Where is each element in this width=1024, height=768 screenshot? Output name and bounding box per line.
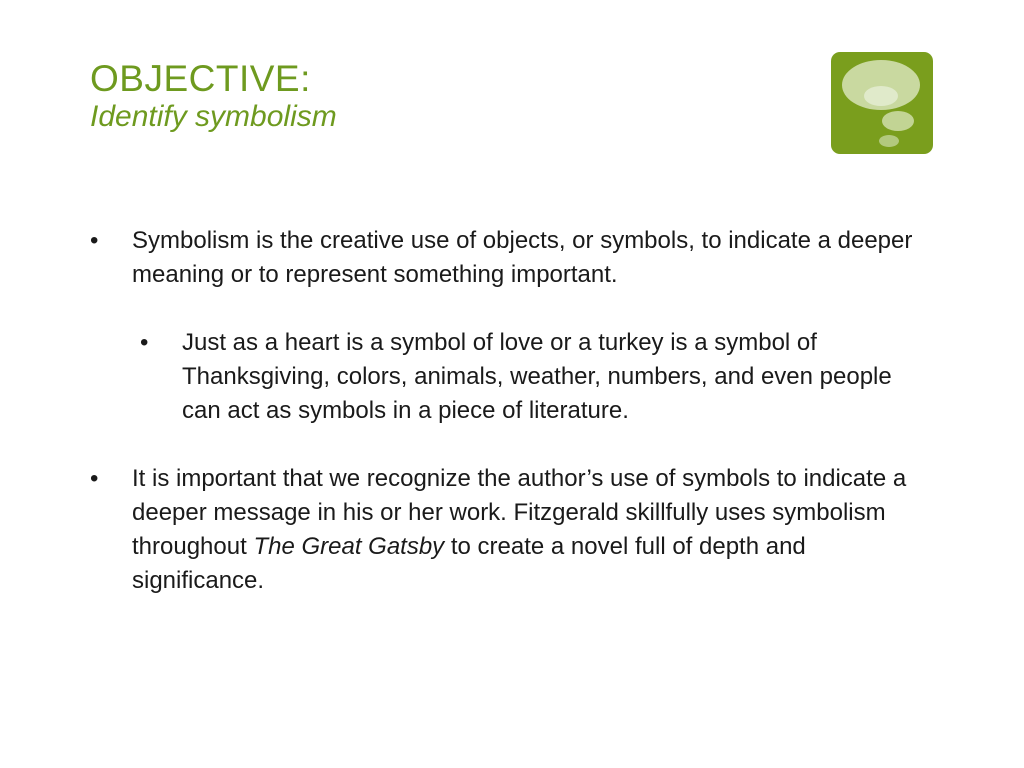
slide-subtitle: Identify symbolism	[90, 100, 337, 133]
bullet-item	[90, 224, 930, 292]
bullet-item	[90, 462, 930, 598]
book-title: The Great Gatsby	[253, 533, 445, 560]
bullet-text	[132, 462, 928, 598]
sub-bullet-item	[140, 326, 930, 428]
thought-bubble-icon	[831, 52, 933, 154]
bullet-text: Symbolism is the creative use of objects, or symbols, to indicate a deeper meaning or to represent something important.	[132, 227, 913, 288]
bullet-text-part: It is important that we recognize the author’s use of symbols to indicate a deeper message in his or her work. Fitzgerald skillfully uses symbolism throughout	[132, 465, 907, 560]
bullet-text-part: to create a novel full of depth and significance.	[132, 533, 806, 594]
bullet-marker: •	[90, 465, 99, 492]
body-content	[90, 224, 930, 598]
sub-bullet-text: Just as a heart is a symbol of love or a turkey is a symbol of Thanksgiving, colors, animals, weather, numbers, and even people can act as symbols in a piece of literature.	[182, 329, 892, 424]
slide-title: OBJECTIVE:	[90, 58, 311, 99]
bullet-marker: •	[90, 227, 99, 254]
bullet-marker: •	[140, 329, 149, 356]
title-block	[90, 58, 337, 134]
